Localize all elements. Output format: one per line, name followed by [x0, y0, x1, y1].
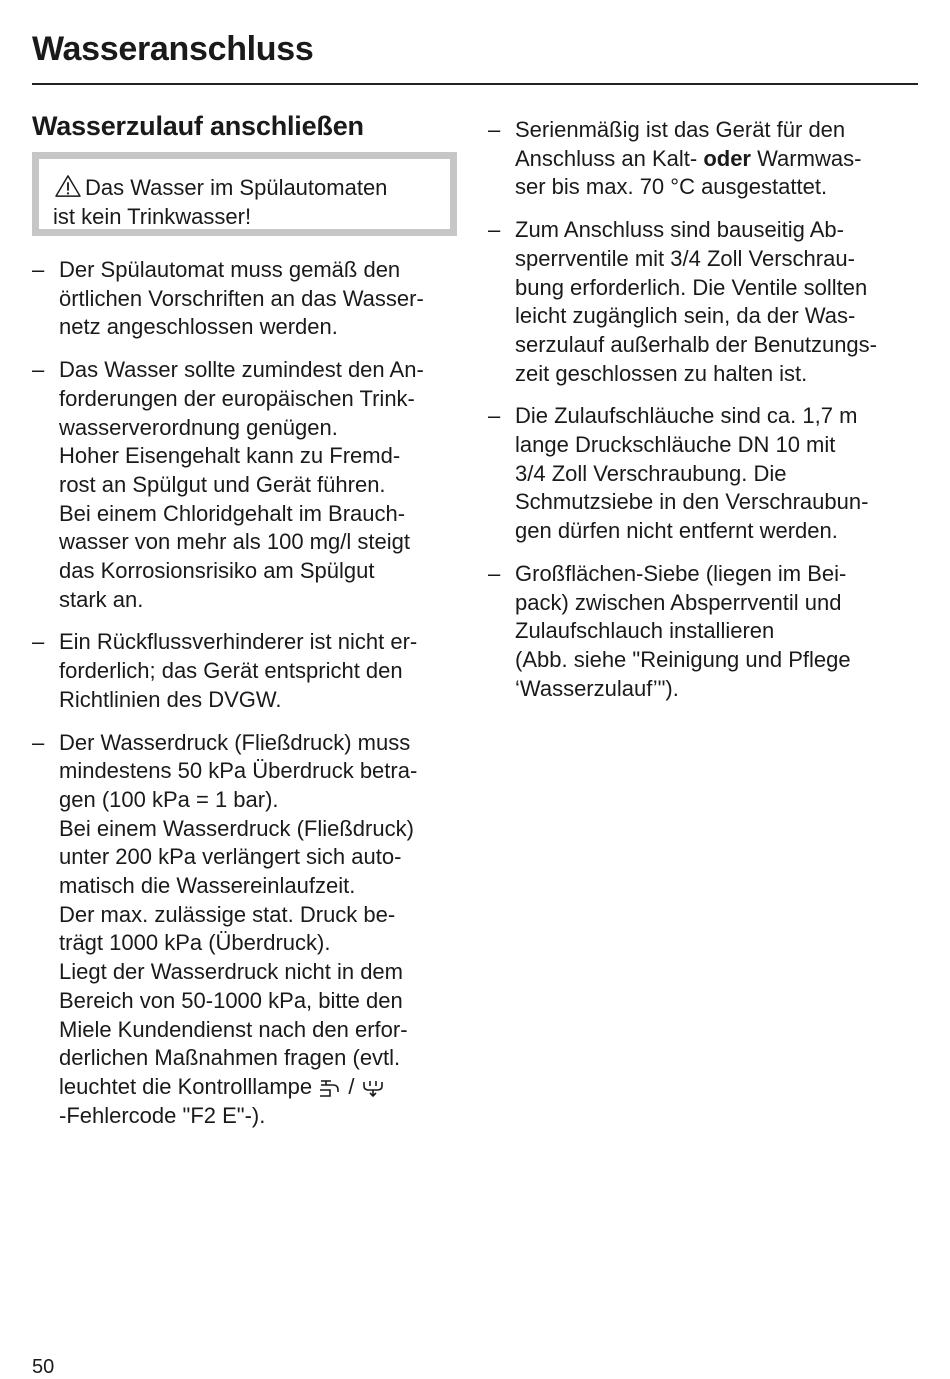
text-line: stark an. — [59, 586, 144, 612]
text-line: zeit geschlossen zu halten ist. — [515, 360, 808, 386]
title-divider — [32, 83, 918, 85]
bullet-dash: – — [32, 729, 45, 755]
text-line: bung erforderlich. Die Ventile sollten — [515, 274, 868, 300]
text-line: forderungen der europäischen Trink- — [59, 385, 415, 411]
text-line: (Abb. siehe "Reinigung und Pflege — [515, 646, 851, 672]
text-line: wasser von mehr als 100 mg/l steigt — [59, 529, 410, 555]
right-column — [488, 116, 918, 717]
list-item — [32, 356, 460, 614]
list-item — [488, 560, 918, 704]
text-line: Bereich von 50-1000 kPa, bitte den — [59, 987, 403, 1013]
text-line: lange Druckschläuche DN 10 mit — [515, 432, 836, 458]
text-line: Bei einem Wasserdruck (Fließdruck) — [59, 815, 414, 841]
warning-triangle-icon — [53, 174, 83, 198]
bullet-dash: – — [32, 357, 45, 383]
page-number: 50 — [32, 1356, 55, 1378]
warning-box — [32, 152, 457, 236]
left-column — [32, 256, 460, 1144]
text-line: pack) zwischen Absperrventil und — [515, 589, 842, 615]
page-title: Wasseranschluss — [32, 30, 314, 68]
symbol-text-line — [59, 1073, 460, 1102]
list-item — [32, 628, 460, 714]
text-line: wasserverordnung genügen. — [59, 414, 338, 440]
text-line: forderlich; das Gerät entspricht den — [59, 658, 403, 684]
text-line: Der max. zulässige stat. Druck be- — [59, 901, 396, 927]
text-line: derlichen Maßnahmen fragen (evtl. — [59, 1045, 401, 1071]
text-line: ‘Wasserzulauf’"). — [515, 675, 679, 701]
text-line: Der Wasserdruck (Fließdruck) muss — [59, 729, 411, 755]
text-line: Miele Kundendienst nach den erfor- — [59, 1016, 408, 1042]
bullet-dash: – — [32, 257, 45, 282]
warning-text — [53, 173, 443, 231]
text-line: gen dürfen nicht entfernt werden. — [515, 518, 838, 544]
text-line: Bei einem Chloridgehalt im Brauch- — [59, 500, 406, 526]
text-line: sperrventile mit 3/4 Zoll Verschrau- — [515, 245, 855, 271]
list-item — [32, 729, 460, 1131]
text-line: Schmutzsiebe in den Verschraubun- — [515, 489, 869, 515]
text-line: 3/4 Zoll Verschraubung. Die — [515, 460, 787, 486]
text-line: Die Zulaufschläuche sind ca. 1,7 m — [515, 403, 858, 429]
list-item — [32, 256, 460, 342]
section-heading: Wasserzulauf anschließen — [32, 111, 364, 141]
list-item — [488, 216, 918, 388]
text-segment: Anschluss an Kalt- — [515, 145, 704, 171]
text-line: Ein Rückflussverhinderer ist nicht er- — [59, 629, 418, 655]
list-item — [488, 402, 918, 546]
symbol-separator: / — [342, 1073, 361, 1099]
bullet-dash: – — [32, 629, 45, 655]
text-line: Großflächen-Siebe (liegen im Bei- — [515, 560, 847, 586]
bullet-dash: – — [488, 117, 501, 142]
warning-line-1: Das Wasser im Spülautomaten — [85, 175, 388, 200]
text-line: -Fehlercode "F2 E"-). — [59, 1102, 266, 1128]
text-line: leicht zugänglich sein, da der Was- — [515, 303, 856, 329]
water-drain-icon — [361, 1076, 385, 1098]
text-line: Zum Anschluss sind bauseitig Ab- — [515, 217, 844, 243]
text-line: örtlichen Vorschriften an das Wasser- — [59, 285, 424, 311]
bullet-dash: – — [488, 217, 501, 243]
text-line: rost an Spülgut und Gerät führen. — [59, 471, 386, 497]
warning-line-2: ist kein Trinkwasser! — [53, 204, 252, 229]
bullet-dash: – — [488, 560, 501, 586]
text-line — [515, 145, 918, 174]
symbol-line-text: leuchtet die Kontrolllampe — [59, 1073, 319, 1099]
text-line: gen (100 kPa = 1 bar). — [59, 786, 279, 812]
text-line: Serienmäßig ist das Gerät für den — [515, 117, 846, 142]
text-line: netz angeschlossen werden. — [59, 314, 338, 340]
emphasis-oder: oder — [703, 145, 751, 171]
list-item — [488, 116, 918, 202]
text-line: ser bis max. 70 °C ausgestattet. — [515, 174, 828, 200]
text-line: das Korrosionsrisiko am Spülgut — [59, 558, 375, 584]
text-line: Hoher Eisengehalt kann zu Fremd- — [59, 443, 401, 469]
text-line: Liegt der Wasserdruck nicht in dem — [59, 959, 403, 985]
text-line: Zulaufschlauch installieren — [515, 618, 775, 644]
text-line: trägt 1000 kPa (Überdruck). — [59, 930, 331, 956]
text-line: unter 200 kPa verlängert sich auto- — [59, 844, 402, 870]
bullet-dash: – — [488, 403, 501, 429]
text-line: Das Wasser sollte zumindest den An- — [59, 357, 424, 383]
text-line: matisch die Wassereinlaufzeit. — [59, 873, 356, 899]
text-line: Der Spülautomat muss gemäß den — [59, 257, 401, 282]
text-segment: Warmwas- — [751, 145, 862, 171]
text-line: Richtlinien des DVGW. — [59, 686, 282, 712]
water-inlet-tap-icon — [318, 1076, 342, 1098]
text-line: serzulauf außerhalb der Benutzungs- — [515, 331, 877, 357]
text-line: mindestens 50 kPa Überdruck betra- — [59, 758, 418, 784]
